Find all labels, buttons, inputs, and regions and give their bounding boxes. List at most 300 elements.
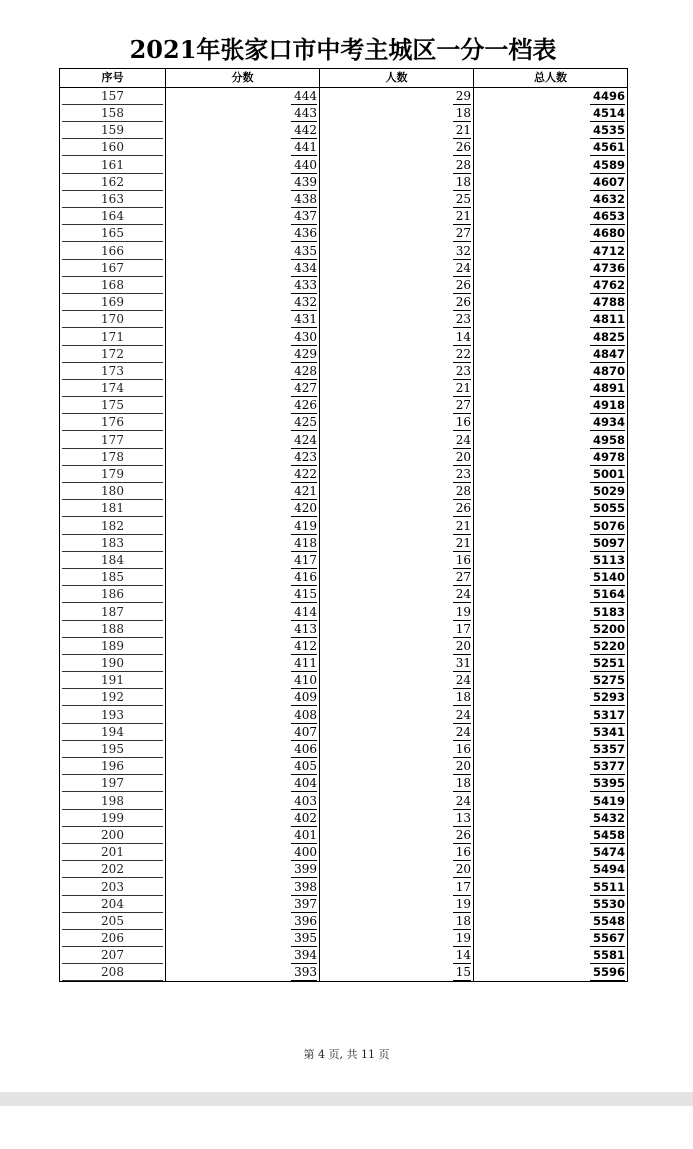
cell-cumulative: [474, 466, 628, 483]
cell-count-value: 17: [453, 880, 471, 896]
cell-cumulative: [474, 913, 628, 930]
cell-score-value: 438: [291, 192, 317, 208]
cell-cumulative-value: 5164: [590, 587, 625, 603]
cell-cumulative: [474, 689, 628, 706]
table-row: [60, 827, 628, 844]
cell-index: [60, 174, 166, 191]
table-row: [60, 621, 628, 638]
cell-count: [320, 638, 474, 655]
cell-index: [60, 311, 166, 328]
cell-count-value: 21: [453, 381, 471, 397]
cell-score: [166, 638, 320, 655]
cell-index-value: 175: [62, 398, 163, 414]
cell-count-value: 14: [453, 330, 471, 346]
cell-score: [166, 243, 320, 260]
cell-index: [60, 913, 166, 930]
cell-index-value: 184: [62, 553, 163, 569]
cell-index-value: 199: [62, 811, 163, 827]
cell-cumulative-value: 4680: [590, 226, 625, 242]
cell-score-value: 415: [291, 587, 317, 603]
cell-score-value: 394: [291, 948, 317, 964]
cell-cumulative-value: 5275: [590, 673, 625, 689]
cell-count: [320, 896, 474, 913]
cell-index-value: 162: [62, 175, 163, 191]
cell-score-value: 436: [291, 226, 317, 242]
cell-index: [60, 552, 166, 569]
cell-cumulative: [474, 655, 628, 672]
table-row: [60, 861, 628, 878]
cell-count-value: 26: [453, 295, 471, 311]
cell-cumulative: [474, 844, 628, 861]
cell-cumulative: [474, 174, 628, 191]
cell-cumulative-value: 5474: [590, 845, 625, 861]
cell-index: [60, 414, 166, 431]
cell-score: [166, 861, 320, 878]
column-header-cumulative: 总人数: [474, 69, 628, 88]
cell-index-value: 182: [62, 519, 163, 535]
table-row: [60, 793, 628, 810]
cell-score-value: 429: [291, 347, 317, 363]
cell-count: [320, 964, 474, 982]
page-title: 2021年张家口市中考主城区一分一档表: [129, 35, 557, 64]
cell-index-value: 206: [62, 931, 163, 947]
cell-count: [320, 947, 474, 964]
cell-cumulative-value: 5183: [590, 605, 625, 621]
cell-index: [60, 810, 166, 827]
cell-cumulative: [474, 243, 628, 260]
cell-count: [320, 105, 474, 122]
cell-index-value: 204: [62, 897, 163, 913]
cell-index: [60, 225, 166, 242]
cell-cumulative: [474, 363, 628, 380]
cell-index-value: 193: [62, 708, 163, 724]
cell-count-value: 18: [453, 175, 471, 191]
cell-score-value: 426: [291, 398, 317, 414]
cell-cumulative: [474, 277, 628, 294]
cell-score: [166, 483, 320, 500]
cell-score: [166, 500, 320, 517]
cell-index: [60, 827, 166, 844]
cell-index: [60, 88, 166, 106]
cell-count: [320, 449, 474, 466]
cell-score: [166, 707, 320, 724]
cell-count: [320, 294, 474, 311]
cell-score: [166, 896, 320, 913]
cell-count: [320, 621, 474, 638]
cell-cumulative-value: 5200: [590, 622, 625, 638]
cell-cumulative: [474, 603, 628, 620]
cell-index-value: 190: [62, 656, 163, 672]
table-row: [60, 294, 628, 311]
cell-count-value: 21: [453, 209, 471, 225]
cell-cumulative-value: 5029: [590, 484, 625, 500]
cell-cumulative-value: 4496: [590, 89, 625, 105]
cell-cumulative-value: 5357: [590, 742, 625, 758]
table-row: [60, 810, 628, 827]
cell-cumulative-value: 4891: [590, 381, 625, 397]
cell-count-value: 27: [453, 398, 471, 414]
cell-cumulative: [474, 260, 628, 277]
cell-score: [166, 535, 320, 552]
cell-count: [320, 569, 474, 586]
table-row: [60, 277, 628, 294]
cell-index: [60, 449, 166, 466]
cell-count: [320, 878, 474, 895]
cell-score-value: 442: [291, 123, 317, 139]
cell-index: [60, 466, 166, 483]
table-row: [60, 964, 628, 982]
cell-cumulative-value: 4653: [590, 209, 625, 225]
cell-count-value: 24: [453, 794, 471, 810]
cell-cumulative: [474, 793, 628, 810]
cell-cumulative-value: 5113: [590, 553, 625, 569]
cell-score-value: 407: [291, 725, 317, 741]
table-row: [60, 157, 628, 174]
cell-index-value: 164: [62, 209, 163, 225]
cell-score: [166, 157, 320, 174]
table-row: [60, 466, 628, 483]
table-row: [60, 878, 628, 895]
table-row: [60, 535, 628, 552]
cell-index-value: 201: [62, 845, 163, 861]
cell-count: [320, 414, 474, 431]
table-row: [60, 346, 628, 363]
cell-count-value: 26: [453, 501, 471, 517]
cell-count-value: 23: [453, 467, 471, 483]
cell-index: [60, 432, 166, 449]
cell-score-value: 437: [291, 209, 317, 225]
cell-count: [320, 535, 474, 552]
cell-index: [60, 157, 166, 174]
cell-score-value: 441: [291, 140, 317, 156]
cell-cumulative: [474, 105, 628, 122]
cell-score-value: 422: [291, 467, 317, 483]
cell-index-value: 205: [62, 914, 163, 930]
cell-score-value: 434: [291, 261, 317, 277]
cell-score-value: 444: [291, 89, 317, 105]
cell-count-value: 18: [453, 690, 471, 706]
cell-count-value: 18: [453, 914, 471, 930]
cell-index-value: 198: [62, 794, 163, 810]
cell-cumulative: [474, 878, 628, 895]
cell-score-value: 397: [291, 897, 317, 913]
cell-index-value: 207: [62, 948, 163, 964]
cell-score: [166, 139, 320, 156]
cell-score-value: 393: [291, 965, 317, 981]
cell-score: [166, 191, 320, 208]
cell-cumulative: [474, 432, 628, 449]
cell-count-value: 25: [453, 192, 471, 208]
column-header-count: 人数: [320, 69, 474, 88]
cell-index-value: 191: [62, 673, 163, 689]
table-row: [60, 758, 628, 775]
cell-score: [166, 466, 320, 483]
cell-count: [320, 139, 474, 156]
cell-score-value: 399: [291, 862, 317, 878]
cell-index: [60, 896, 166, 913]
cell-cumulative: [474, 672, 628, 689]
cell-index: [60, 328, 166, 345]
cell-cumulative: [474, 964, 628, 982]
cell-count-value: 21: [453, 519, 471, 535]
cell-score: [166, 672, 320, 689]
cell-count-value: 27: [453, 570, 471, 586]
cell-score: [166, 621, 320, 638]
cell-cumulative-value: 5567: [590, 931, 625, 947]
cell-index-value: 178: [62, 450, 163, 466]
cell-index-value: 176: [62, 415, 163, 431]
cell-cumulative: [474, 552, 628, 569]
cell-count: [320, 346, 474, 363]
cell-index: [60, 122, 166, 139]
cell-count: [320, 724, 474, 741]
cell-count: [320, 913, 474, 930]
cell-count: [320, 810, 474, 827]
cell-count: [320, 518, 474, 535]
cell-score-value: 432: [291, 295, 317, 311]
cell-score: [166, 689, 320, 706]
cell-score: [166, 844, 320, 861]
cell-cumulative-value: 4978: [590, 450, 625, 466]
cell-score-value: 428: [291, 364, 317, 380]
cell-cumulative-value: 5419: [590, 794, 625, 810]
cell-count: [320, 861, 474, 878]
cell-score: [166, 88, 320, 106]
cell-score-value: 410: [291, 673, 317, 689]
column-header-score: 分数: [166, 69, 320, 88]
cell-cumulative-value: 5494: [590, 862, 625, 878]
cell-score: [166, 724, 320, 741]
cell-cumulative-value: 5251: [590, 656, 625, 672]
cell-score: [166, 397, 320, 414]
cell-index: [60, 535, 166, 552]
cell-count: [320, 243, 474, 260]
table-row: [60, 844, 628, 861]
cell-cumulative-value: 4589: [590, 158, 625, 174]
cell-cumulative: [474, 311, 628, 328]
cell-cumulative: [474, 586, 628, 603]
cell-index-value: 170: [62, 312, 163, 328]
cell-count-value: 29: [453, 89, 471, 105]
cell-count-value: 26: [453, 278, 471, 294]
cell-score: [166, 363, 320, 380]
cell-cumulative-value: 4535: [590, 123, 625, 139]
cell-index: [60, 861, 166, 878]
cell-score-value: 427: [291, 381, 317, 397]
cell-index: [60, 105, 166, 122]
cell-cumulative: [474, 294, 628, 311]
cell-score: [166, 655, 320, 672]
cell-score-value: 425: [291, 415, 317, 431]
cell-cumulative-value: 4788: [590, 295, 625, 311]
cell-index-value: 165: [62, 226, 163, 242]
cell-score-value: 412: [291, 639, 317, 655]
cell-score-value: 404: [291, 776, 317, 792]
cell-count: [320, 88, 474, 106]
cell-cumulative: [474, 810, 628, 827]
cell-index-value: 188: [62, 622, 163, 638]
cell-score: [166, 294, 320, 311]
table-header-row: [60, 69, 628, 88]
cell-index: [60, 380, 166, 397]
cell-cumulative: [474, 397, 628, 414]
table-row: [60, 105, 628, 122]
cell-cumulative: [474, 947, 628, 964]
cell-index: [60, 208, 166, 225]
cell-count-value: 24: [453, 725, 471, 741]
cell-score: [166, 569, 320, 586]
cell-cumulative-value: 5511: [590, 880, 625, 896]
cell-cumulative-value: 5377: [590, 759, 625, 775]
table-row: [60, 225, 628, 242]
score-distribution-table: [59, 68, 628, 982]
cell-score: [166, 414, 320, 431]
cell-index: [60, 243, 166, 260]
cell-index: [60, 758, 166, 775]
cell-index: [60, 689, 166, 706]
cell-count-value: 28: [453, 484, 471, 500]
cell-count: [320, 174, 474, 191]
cell-cumulative-value: 4811: [590, 312, 625, 328]
cell-cumulative: [474, 775, 628, 792]
cell-index: [60, 621, 166, 638]
cell-index: [60, 483, 166, 500]
cell-cumulative: [474, 569, 628, 586]
cell-cumulative: [474, 139, 628, 156]
cell-count: [320, 122, 474, 139]
cell-index-value: 185: [62, 570, 163, 586]
cell-cumulative-value: 4561: [590, 140, 625, 156]
cell-index: [60, 191, 166, 208]
cell-index-value: 203: [62, 880, 163, 896]
cell-cumulative: [474, 930, 628, 947]
table-row: [60, 586, 628, 603]
cell-count: [320, 672, 474, 689]
cell-cumulative-value: 4918: [590, 398, 625, 414]
cell-score: [166, 810, 320, 827]
cell-index-value: 197: [62, 776, 163, 792]
cell-cumulative-value: 5055: [590, 501, 625, 517]
cell-cumulative-value: 5548: [590, 914, 625, 930]
cell-score-value: 419: [291, 519, 317, 535]
cell-score: [166, 260, 320, 277]
cell-score: [166, 603, 320, 620]
cell-count-value: 14: [453, 948, 471, 964]
cell-count-value: 27: [453, 226, 471, 242]
cell-index-value: 183: [62, 536, 163, 552]
table-row: [60, 483, 628, 500]
cell-index: [60, 724, 166, 741]
cell-score: [166, 346, 320, 363]
cell-index-value: 168: [62, 278, 163, 294]
cell-count: [320, 707, 474, 724]
cell-score: [166, 311, 320, 328]
cell-index: [60, 775, 166, 792]
cell-cumulative: [474, 346, 628, 363]
cell-score: [166, 174, 320, 191]
cell-index: [60, 346, 166, 363]
cell-index: [60, 930, 166, 947]
cell-index-value: 189: [62, 639, 163, 655]
table-row: [60, 724, 628, 741]
cell-count-value: 17: [453, 622, 471, 638]
cell-count: [320, 311, 474, 328]
cell-index-value: 172: [62, 347, 163, 363]
cell-score-value: 421: [291, 484, 317, 500]
table-row: [60, 655, 628, 672]
cell-cumulative-value: 4736: [590, 261, 625, 277]
table-row: [60, 775, 628, 792]
cell-score-value: 430: [291, 330, 317, 346]
table-body: [60, 88, 628, 982]
cell-cumulative-value: 4514: [590, 106, 625, 122]
table-row: [60, 552, 628, 569]
cell-count: [320, 328, 474, 345]
cell-cumulative: [474, 414, 628, 431]
cell-score-value: 408: [291, 708, 317, 724]
cell-score-value: 414: [291, 605, 317, 621]
cell-count-value: 22: [453, 347, 471, 363]
cell-index: [60, 586, 166, 603]
cell-score: [166, 775, 320, 792]
cell-count-value: 20: [453, 862, 471, 878]
cell-index-value: 196: [62, 759, 163, 775]
cell-cumulative: [474, 741, 628, 758]
cell-cumulative: [474, 157, 628, 174]
cell-cumulative-value: 4825: [590, 330, 625, 346]
table-row: [60, 930, 628, 947]
cell-cumulative-value: 5581: [590, 948, 625, 964]
cell-index: [60, 844, 166, 861]
cell-cumulative: [474, 758, 628, 775]
cell-index-value: 195: [62, 742, 163, 758]
cell-index-value: 158: [62, 106, 163, 122]
cell-score-value: 395: [291, 931, 317, 947]
cell-count-value: 24: [453, 261, 471, 277]
cell-count-value: 19: [453, 897, 471, 913]
cell-index: [60, 638, 166, 655]
cell-cumulative: [474, 88, 628, 106]
cell-score-value: 403: [291, 794, 317, 810]
table-row: [60, 638, 628, 655]
table-row: [60, 174, 628, 191]
cell-cumulative: [474, 122, 628, 139]
cell-cumulative-value: 5097: [590, 536, 625, 552]
cell-count-value: 21: [453, 536, 471, 552]
table-row: [60, 947, 628, 964]
cell-count-value: 16: [453, 553, 471, 569]
cell-score: [166, 878, 320, 895]
cell-count-value: 15: [453, 965, 471, 981]
cell-score-value: 398: [291, 880, 317, 896]
cell-index-value: 166: [62, 244, 163, 260]
cell-count-value: 19: [453, 605, 471, 621]
cell-count: [320, 191, 474, 208]
table-row: [60, 741, 628, 758]
table-row: [60, 260, 628, 277]
table-row: [60, 122, 628, 139]
cell-cumulative: [474, 827, 628, 844]
cell-index: [60, 655, 166, 672]
cell-count-value: 32: [453, 244, 471, 260]
cell-count-value: 23: [453, 364, 471, 380]
cell-score-value: 417: [291, 553, 317, 569]
table-row: [60, 603, 628, 620]
cell-count: [320, 930, 474, 947]
table-row: [60, 432, 628, 449]
cell-count-value: 26: [453, 828, 471, 844]
cell-index: [60, 260, 166, 277]
